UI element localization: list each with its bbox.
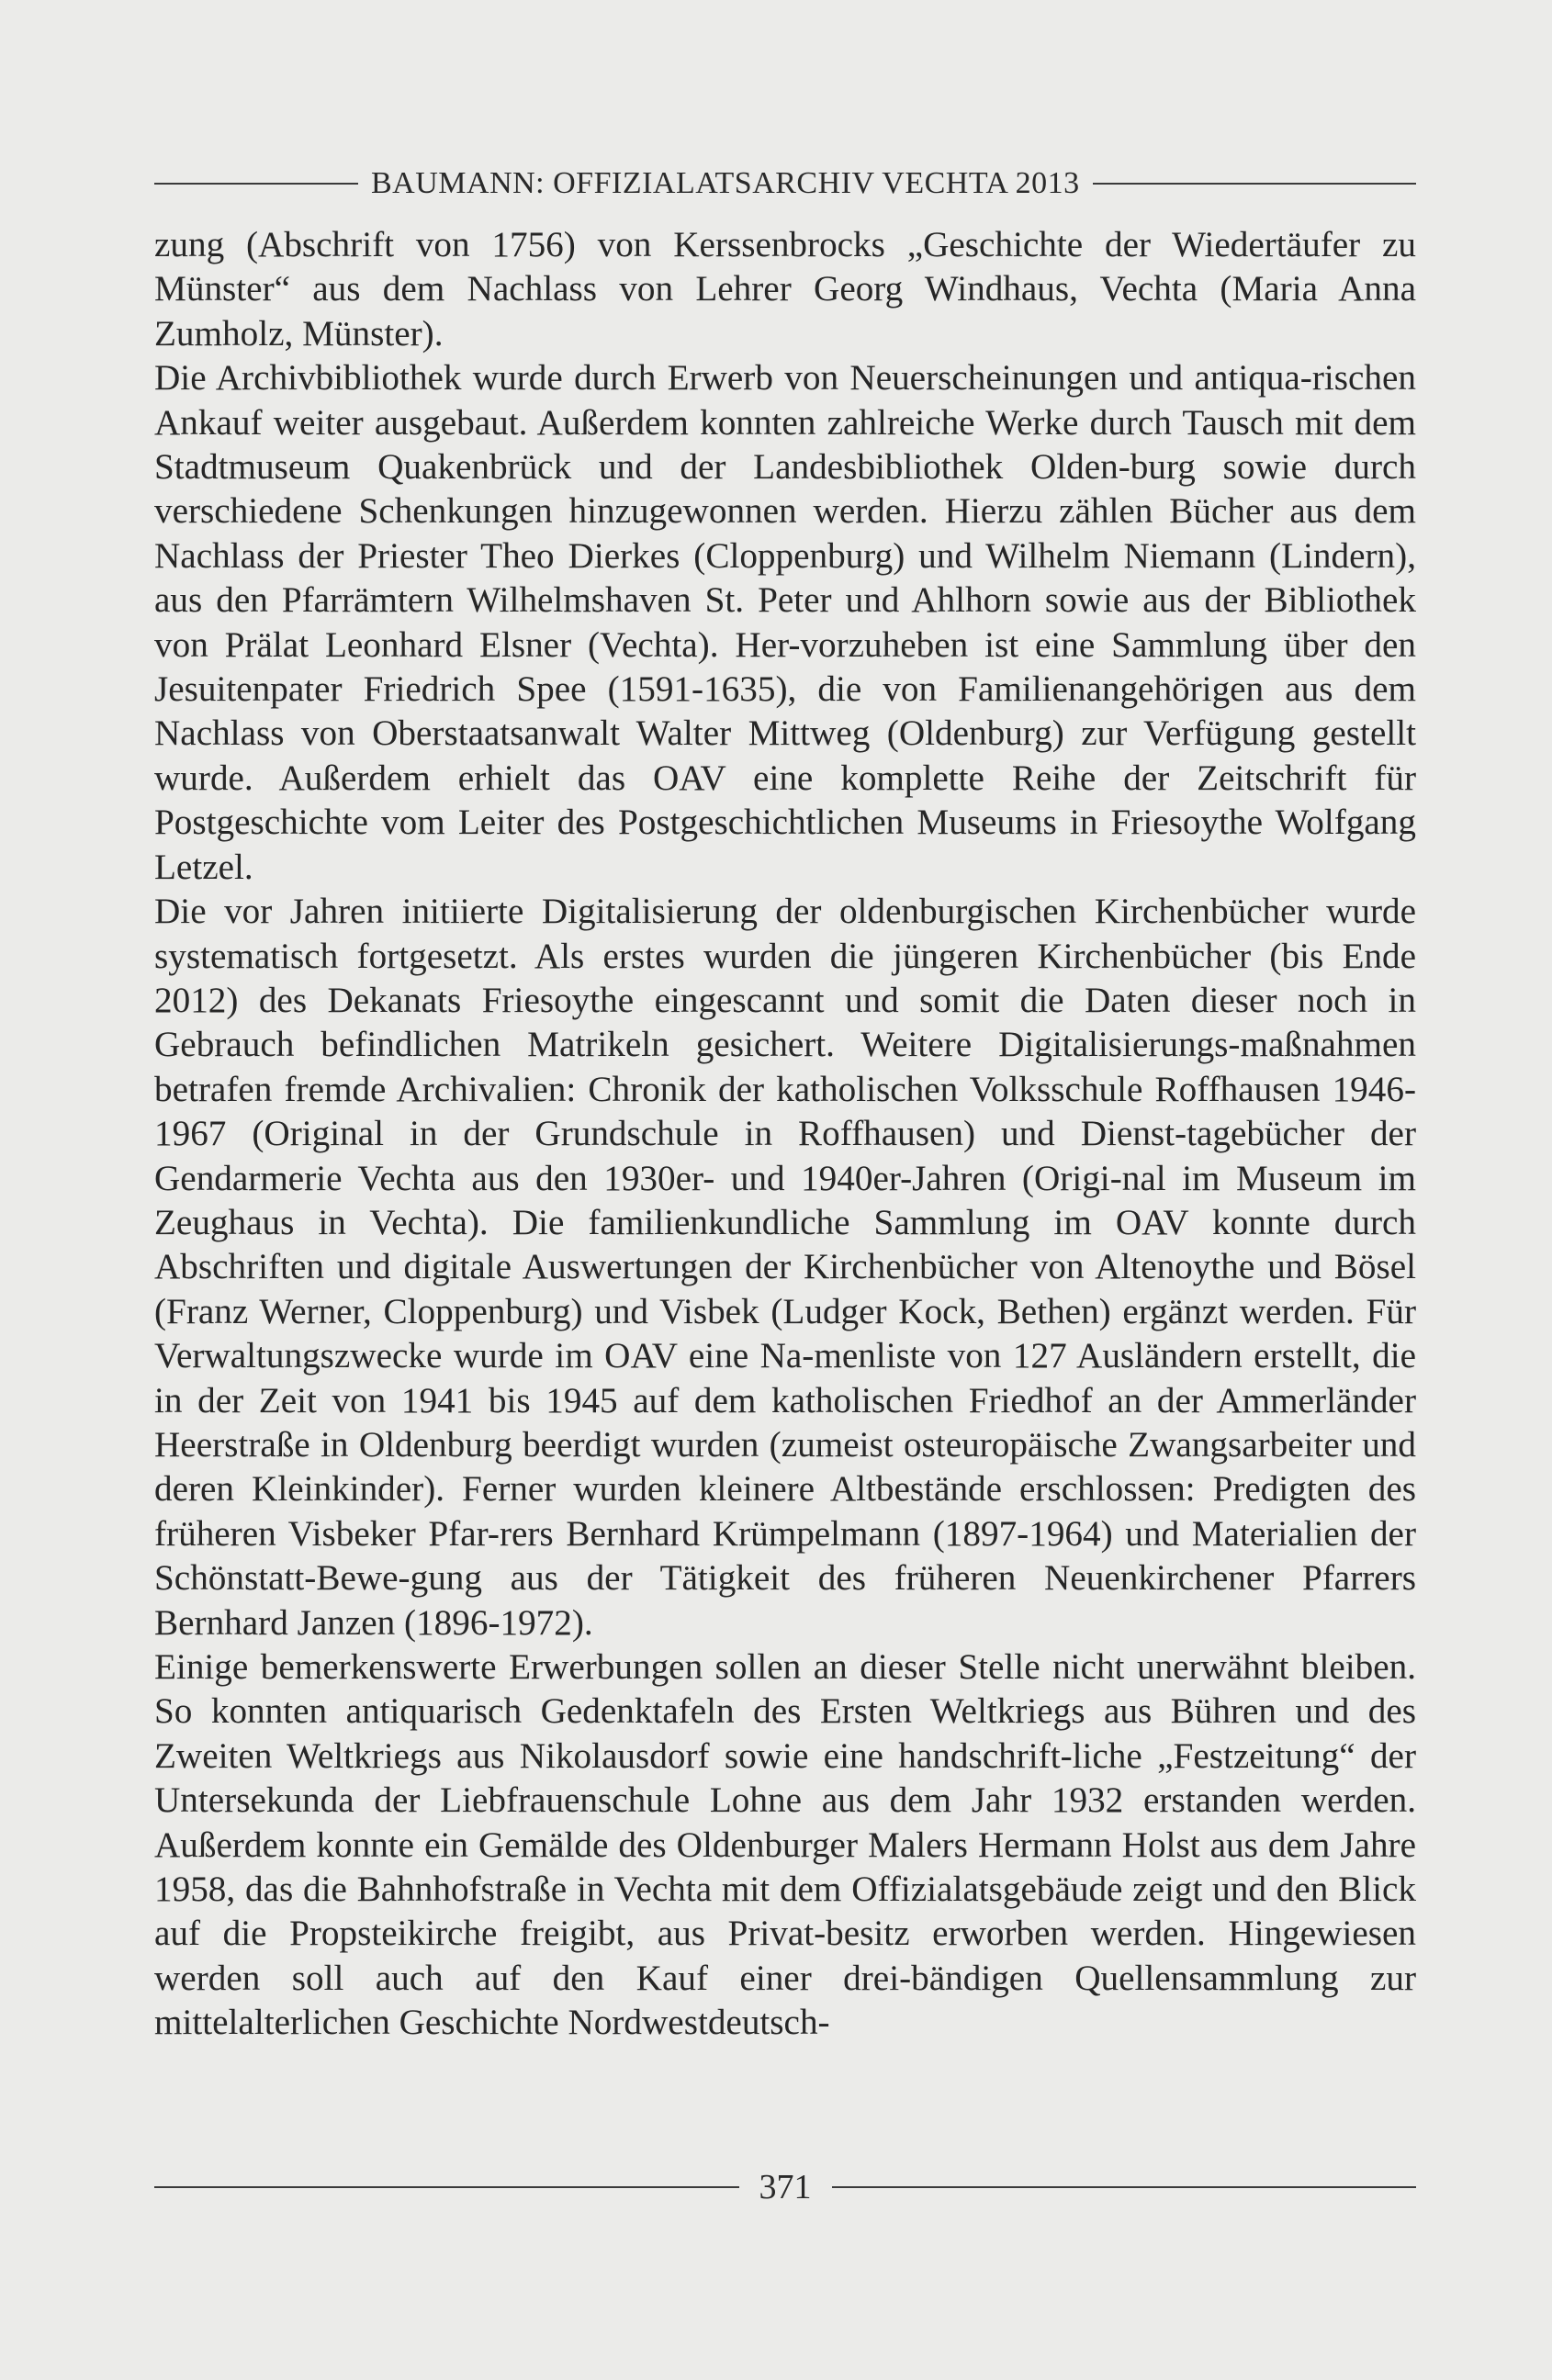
header-rule-right (1093, 183, 1416, 185)
header-rule-left (154, 183, 358, 185)
paragraph: Die Archivbibliothek wurde durch Erwerb von Neuerscheinungen und antiqua-rischen Ankauf weiter ausgebaut. Außerdem konnten zahlreiche Werke durch Tausch mit dem Stadtmuseum Quakenbrück und der Landesbibliothek Olden-burg sowie durch verschiedene Schenkungen hinzugewonnen werden. Hierzu zählen Bücher aus dem Nachlass der Priester Theo Dierkes (Cloppenburg) und Wilhelm Niemann (Lindern), aus den Pfarrämtern Wilhelmshaven St. Peter und Ahlhorn sowie aus der Bibliothek von Prälat Leonhard Elsner (Vechta). Her-vorzuheben ist eine Sammlung über den Jesuitenpater Friedrich Spee (1591-1635), die von Familienangehörigen aus dem Nachlass von Oberstaatsanwalt Walter Mittweg (Oldenburg) zur Verfügung gestellt wurde. Außerdem erhielt das OAV eine komplette Reihe der Zeitschrift für Postgeschichte vom Leiter des Postgeschichtlichen Museums in Friesoythe Wolfgang Letzel. (154, 358, 1416, 887)
footer-rule-left (154, 2186, 739, 2188)
page-footer (154, 2160, 1416, 2215)
page-number: 371 (759, 2168, 812, 2206)
paragraph: Die vor Jahren initiierte Digitalisierung der oldenburgischen Kirchenbücher wurde systematisch fortgesetzt. Als erstes wurden die jüngeren Kirchenbücher (bis Ende 2012) des Dekanats Friesoythe eingescannt und somit die Daten dieser noch in Gebrauch befindlichen Matrikeln gesichert. Weitere Digitalisierungs-maßnahmen betrafen fremde Archivalien: Chronik der katholischen Volksschule Roffhausen 1946-1967 (Original in der Grundschule in Roffhausen) und Dienst-tagebücher der Gendarmerie Vechta aus den 1930er- und 1940er-Jahren (Origi-nal im Museum im Zeughaus in Vechta). Die familienkundliche Sammlung im OAV konnte durch Abschriften und digitale Auswertungen der Kirchenbücher von Altenoythe und Bösel (Franz Werner, Cloppenburg) und Visbek (Ludger Kock, Bethen) ergänzt werden. Für Verwaltungszwecke wurde im OAV eine Na-menliste von 127 Ausländern erstellt, die in der Zeit von 1941 bis 1945 auf dem katholischen Friedhof an der Ammerländer Heerstraße in Oldenburg beerdigt wurden (zumeist osteuropäische Zwangsarbeiter und deren Kleinkinder). Ferner wurden kleinere Altbestände erschlossen: Predigten des früheren Visbeker Pfar-rers Bernhard Krümpelmann (1897-1964) und Materialien der Schönstatt-Bewe-gung aus der Tätigkeit des früheren Neuenkirchener Pfarrers Bernhard Janzen (1896-1972). (154, 892, 1416, 1643)
paragraph: Einige bemerkenswerte Erwerbungen sollen an dieser Stelle nicht unerwähnt bleiben. So konnten antiquarisch Gedenktafeln des Ersten Weltkriegs aus Bühren und des Zweiten Weltkriegs aus Nikolausdorf sowie eine handschrift-liche „Festzeitung“ der Untersekunda der Liebfrauenschule Lohne aus dem Jahr 1932 erstanden werden. Außerdem konnte ein Gemälde des Oldenburger Malers Hermann Holst aus dem Jahre 1958, das die Bahnhofstraße in Vechta mit dem Offizialatsgebäude zeigt und den Blick auf die Propsteikirche freigibt, aus Privat-besitz erworben werden. Hingewiesen werden soll auch auf den Kauf einer drei-bändigen Quellensammlung zur mittelalterlichen Geschichte Nordwestdeutsch- (154, 1647, 1416, 2043)
running-header (154, 158, 1416, 209)
body-text (154, 223, 1416, 2046)
footer-rule-right (832, 2186, 1417, 2188)
running-title: BAUMANN: OFFIZIALATSARCHIV VECHTA 2013 (371, 166, 1080, 200)
paragraph: zung (Abschrift von 1756) von Kerssenbrocks „Geschichte der Wiedertäufer zu Münster“ aus dem Nachlass von Lehrer Georg Windhaus, Vechta (Maria Anna Zumholz, Münster). (154, 225, 1416, 354)
